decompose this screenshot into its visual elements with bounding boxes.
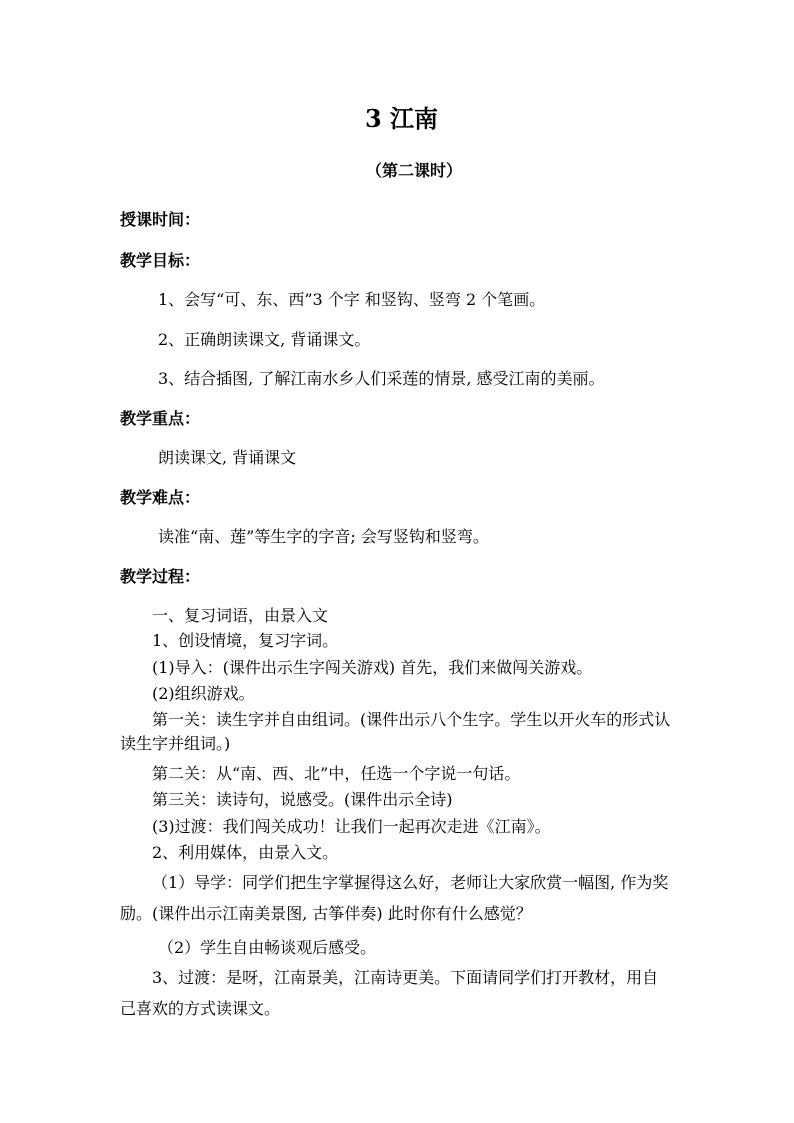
process-paragraph: （1）导学：同学们把生字掌握得这么好，老师让大家欣赏一幅图, 作为奖励。(课件出示江南美景图, 古筝伴奏) 此时你有什么感觉？ (120, 873, 669, 923)
heading-key-points: 教学重点： (120, 409, 201, 428)
process-line: (2)组织游戏。 (152, 684, 255, 703)
process-line: 一、复习词语，由景入文 (152, 606, 329, 625)
goal-item-1: 1、会写“可、东、西”3 个字 和竖钩、竖弯 2 个笔画。 (158, 290, 546, 309)
process-line: 1、创设情境，复习字词。 (152, 631, 339, 650)
heading-goals: 教学目标： (120, 251, 201, 270)
process-line: （2）学生自由畅谈观后感受。 (158, 938, 377, 957)
goal-item-2: 2、正确朗读课文, 背诵课文。 (158, 330, 371, 349)
heading-time: 授课时间： (120, 210, 201, 229)
heading-difficulties: 教学难点： (120, 488, 201, 507)
process-line: 第二关：从“南、西、北”中，任选一个字说一句话。 (152, 764, 521, 783)
process-line: (3)过渡：我们闯关成功！让我们一起再次走进《江南》。 (152, 817, 551, 836)
process-line: (1)导入：(课件出示生字闯关游戏) 首先，我们来做闯关游戏。 (152, 658, 593, 677)
process-line: 第三关：读诗句，说感受。(课件出示全诗) (152, 790, 453, 809)
heading-process: 教学过程： (120, 567, 201, 586)
document-subtitle: （第二课时） (366, 161, 463, 180)
key-points-text: 朗读课文, 背诵课文 (158, 448, 297, 467)
process-paragraph: 3、过渡：是呀，江南景美，江南诗更美。下面请同学们打开教材，用自己喜欢的方式读课文。 (120, 968, 659, 1018)
difficulties-text: 读准“南、莲”等生字的字音; 会写竖钩和竖弯。 (158, 527, 489, 546)
document-title: 3 江南 (365, 104, 439, 133)
process-line: 2、利用媒体，由景入文。 (152, 843, 339, 862)
process-paragraph: 第一关：读生字并自由组词。(课件出示八个生字。学生以开火车的形式认读生字并组词。) (120, 710, 671, 753)
goal-item-3: 3、结合插图, 了解江南水乡人们采莲的情景, 感受江南的美丽。 (158, 369, 605, 388)
